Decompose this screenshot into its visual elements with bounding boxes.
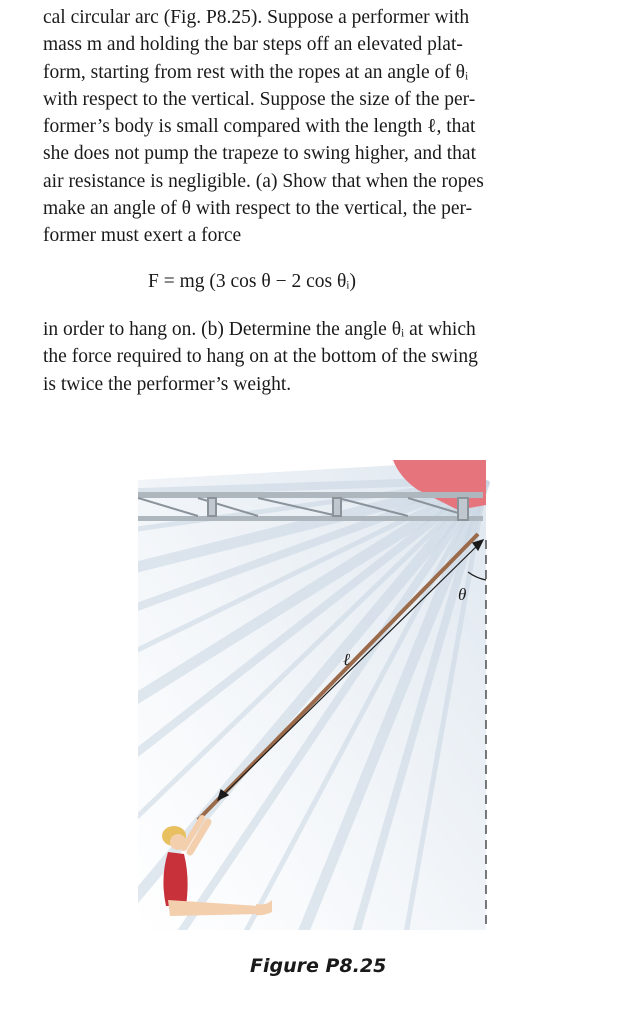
- force-equation: F = mg (3 cos θ − 2 cos θᵢ): [148, 271, 356, 292]
- text-line: in order to hang on. (b) Determine the angle θᵢ at which: [43, 319, 476, 340]
- angle-label: θ: [458, 585, 467, 604]
- text-line: she does not pump the trapeze to swing higher, and that: [43, 143, 476, 165]
- text-line: former must exert a force: [43, 225, 242, 247]
- figure-caption: Figure P8.25: [250, 955, 387, 977]
- text-line: the force required to hang on at the bottom of the swing: [43, 346, 478, 368]
- problem-paragraph-2: [43, 316, 603, 398]
- trapeze-figure: [138, 460, 490, 930]
- text-line: make an angle of θ with respect to the vertical, the per-: [43, 198, 473, 220]
- text-line: form, starting from rest with the ropes at an angle of θᵢ: [43, 61, 469, 83]
- text-line: mass m and holding the bar steps off an elevated plat-: [43, 34, 463, 56]
- problem-paragraph-1: [43, 4, 603, 250]
- length-label: ℓ: [343, 650, 351, 669]
- text-line: air resistance is negligible. (a) Show that when the ropes: [43, 170, 484, 192]
- text-line: with respect to the vertical. Suppose the size of the per-: [43, 88, 476, 110]
- text-line: cal circular arc (Fig. P8.25). Suppose a performer with: [43, 7, 470, 28]
- text-line: former’s body is small compared with the length ℓ, that: [43, 116, 476, 138]
- text-line: is twice the performer’s weight.: [43, 373, 292, 395]
- trapeze-illustration: [138, 460, 490, 930]
